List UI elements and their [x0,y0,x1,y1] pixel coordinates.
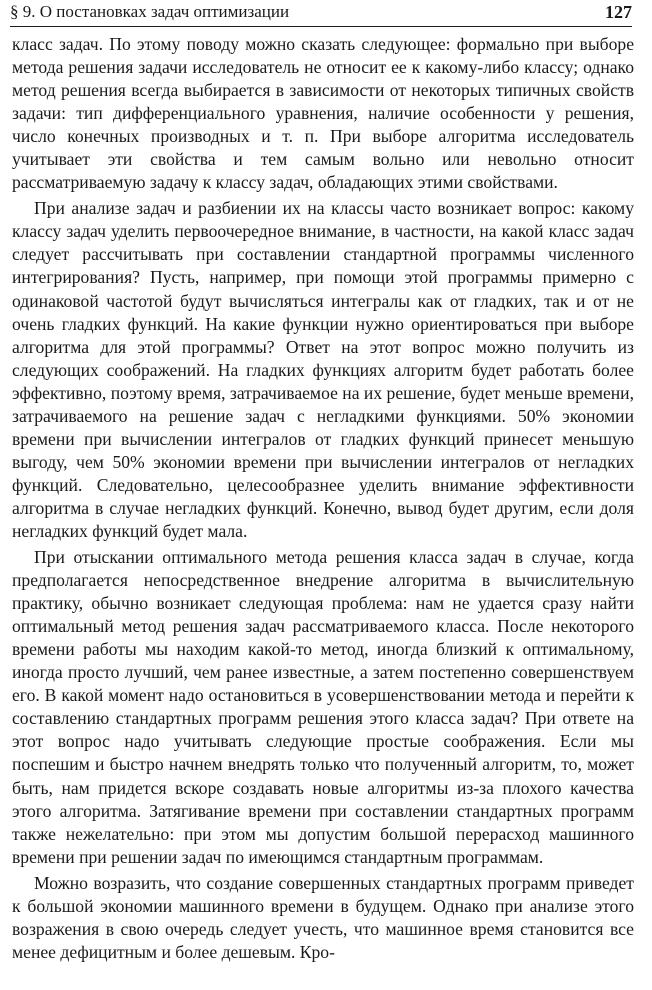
header-rule [10,26,632,27]
paragraph-4: Можно возразить, что создание совершенных стандартных программ приведет к большой экономии машинного времени в будущем. Однако при анализе этого возражения в свою очередь следует учесть, что машинное время становится все менее дефицитным и более дешевым. Кро- [12,872,634,962]
page-header [10,0,632,24]
paragraph-1: класс задач. По этому поводу можно сказать следующее: формально при выборе метода решения задачи исследователь не относит ее к какому-либо классу; однако метод решения всегда выбирается в зависимости от некоторых типичных свойств задачи: тип дифференциального уравнения, наличие особенности у решения, число конечных производных и т. п. При выборе алгоритма исследователь учитывает эти свойства и тем самым вольно или невольно относит рассматриваемую задачу к классу задач, обладающих этими свойствами. [12,34,634,193]
running-head-title: § 9. О постановках задач оптимизации [10,2,290,21]
paragraph-3: При отыскании оптимального метода решения класса задач в случае, когда предполагается непосредственное внедрение алгоритма в вычислительную практику, обычно возникает следующая проблема: нам не удается сразу найти оптимальный метод решения задач рассматриваемого класса. После некоторого времени работы мы находим какой-то метод, иногда близкий к оптимальному, иногда просто лучший, чем ранее известные, а затем постепенно совершенствуем его. В какой момент надо остановиться в усовершенствовании метода и перейти к составлению стандартных программ решения этого класса задач? При ответе на этот вопрос надо учитывать следующие простые соображения. Если мы поспешим и быстро начнем внедрять только что полученный алгоритм, то, может быть, нам придется вскоре создавать новые алгоритмы из-за плохого качества этого алгоритма. Затягивание времени при составлении стандартных программ также нежелательно: при этом мы допустим большой перерасход машинного времени при решении задач по имеющимся стандартным программам. [12,547,634,867]
page-number: 127 [605,1,632,22]
paragraph-2: При анализе задач и разбиении их на классы часто возникает вопрос: какому классу задач уделить первоочередное внимание, в частности, на какой класс задач следует рассчитывать при составлении стандартной программы численного интегрирования? Пусть, например, при помощи этой программы примерно с одинаковой частотой будут вычисляться интегралы как от гладких, так и от не очень гладких функций. На какие функции нужно ориентироваться при выборе алгоритма для этой программы? Ответ на этот вопрос можно получить из следующих соображений. На гладких функциях алгоритм будет работать более эффективно, поэтому время, затрачиваемое на их решение, будет меньше времени, затрачиваемого на решение задач с негладкими функциями. 50% экономии времени при вычислении интегралов от гладких функций принесет меньшую выгоду, чем 50% экономии времени при вычислении интегралов от негладких функций. Следовательно, целесообразнее уделить внимание эффективности алгоритма в случае негладких функций. Конечно, вывод будет другим, если доля негладких функций будет мала. [12,198,634,541]
page-body [12,33,634,967]
